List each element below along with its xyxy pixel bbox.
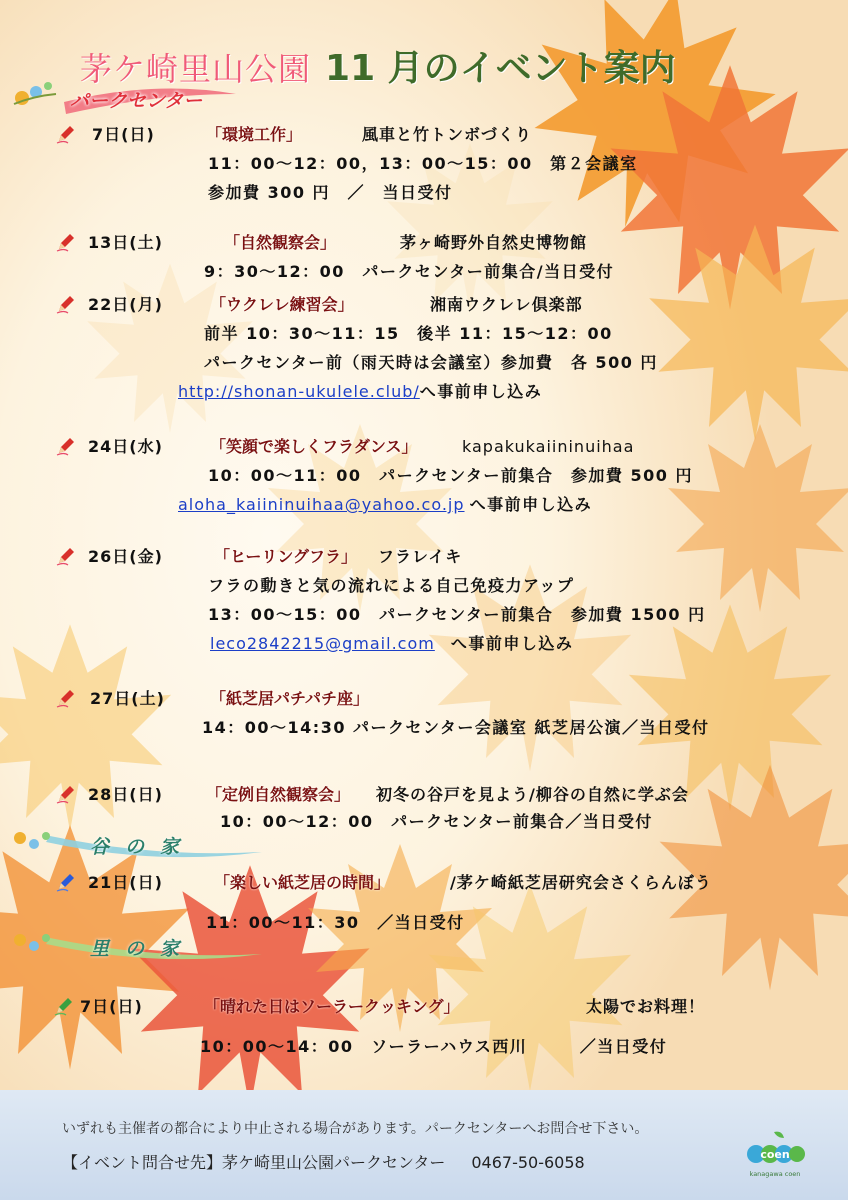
event-title: 「笑顔で楽しくフラダンス」	[210, 437, 418, 456]
park-center-label: パークセンター	[70, 90, 203, 112]
event-organizer: kapakukaiininuihaa	[462, 437, 635, 456]
event-detail: フラの動きと気の流れによる自己免疫力アップ	[208, 576, 575, 595]
red-pencil-icon	[56, 294, 76, 314]
event-detail: 13：00～15：00 パークセンター前集合 参加費 1500 円	[208, 605, 706, 624]
event-signup	[210, 629, 573, 658]
kanagawa-coen-logo	[744, 1128, 806, 1184]
green-pencil-icon	[54, 996, 74, 1016]
event-organizer: 太陽でお料理！	[586, 997, 706, 1016]
red-pencil-icon	[56, 688, 76, 708]
event-detail: 10：00～14：00 ソーラーハウス西川 ／当日受付	[200, 1037, 668, 1056]
event-date: 26日(金)	[88, 547, 163, 566]
signup-suffix: へ事前申し込み	[450, 634, 574, 653]
event-title: 「ヒーリングフラ」	[214, 547, 358, 566]
event-detail: 14：00～14:30 パークセンター会議室 紙芝居公演／当日受付	[202, 718, 710, 737]
event-detail: 11：00～12：00，13：00～15：00 第２会議室	[208, 154, 638, 173]
blue-pencil-icon	[56, 872, 76, 892]
event-signup	[178, 377, 542, 406]
park-center-banner	[4, 72, 244, 120]
event-detail: 参加費 300 円 ／ 当日受付	[208, 183, 453, 202]
event-date: 28日(日)	[88, 785, 163, 804]
red-pencil-icon	[56, 232, 76, 252]
logo-text: coen	[760, 1148, 790, 1161]
contact-phone[interactable]: 0467-50-6058	[471, 1153, 585, 1172]
red-pencil-icon	[56, 546, 76, 566]
event-heading: 11 月のイベント案内	[325, 48, 676, 89]
contact-label: 【イベント問合せ先】茅ケ崎里山公園パークセンター	[62, 1153, 446, 1172]
event-detail: 9：30～12：00 パークセンター前集合/当日受付	[204, 262, 615, 281]
event-date: 22日(月)	[88, 295, 163, 314]
event-title: 「自然観察会」	[224, 233, 337, 252]
event-organizer: 初冬の谷戸を見よう/柳谷の自然に学ぶ会	[376, 785, 689, 804]
tani-label: 谷の家	[90, 836, 196, 858]
signup-link[interactable]: http://shonan-ukulele.club/	[178, 382, 420, 401]
event-title: 「楽しい紙芝居の時間」	[214, 873, 391, 892]
footer-panel	[0, 1090, 848, 1200]
red-pencil-icon	[56, 436, 76, 456]
event-date: 13日(土)	[88, 233, 163, 252]
event-organizer: /茅ケ崎紙芝居研究会さくらんぼう	[450, 873, 712, 892]
event-organizer: 風車と竹トンボづくり	[362, 125, 533, 144]
signup-link[interactable]: aloha_kaiininuihaa@yahoo.co.jp	[178, 495, 465, 514]
event-organizer: 茅ヶ崎野外自然史博物館	[400, 233, 588, 252]
event-detail: 10：00～12：00 パークセンター前集合／当日受付	[220, 812, 653, 831]
event-title: 「環境工作」	[206, 125, 303, 144]
event-detail: パークセンター前（雨天時は会議室）参加費 各 500 円	[204, 353, 658, 372]
logo-subtext: kanagawa coen	[749, 1170, 801, 1178]
event-date: 7日(日)	[92, 125, 155, 144]
event-detail: 前半 10：30～11：15 後半 11：15～12：00	[204, 324, 613, 343]
sato-label: 里の家	[90, 938, 196, 960]
red-pencil-icon	[56, 124, 76, 144]
event-date: 27日(土)	[90, 689, 165, 708]
event-title: 「紙芝居パチパチ座」	[210, 689, 370, 708]
event-detail: 11：00～11：30 ／当日受付	[206, 913, 465, 932]
signup-suffix: へ事前申し込み	[419, 382, 543, 401]
event-title: 「晴れた日はソーラークッキング」	[204, 997, 460, 1016]
footer-note: いずれも主催者の都合により中止される場合があります。パークセンターへお問合せ下さい。	[62, 1121, 649, 1137]
event-signup	[178, 490, 592, 519]
event-detail: 10：00～11：00 パークセンター前集合 参加費 500 円	[208, 466, 693, 485]
event-organizer: 湘南ウクレレ倶楽部	[430, 295, 583, 314]
red-pencil-icon	[56, 784, 76, 804]
event-title: 「ウクレレ練習会」	[210, 295, 354, 314]
event-organizer: フラレイキ	[378, 547, 463, 566]
event-date: 21日(日)	[88, 873, 163, 892]
sato-no-ie-banner	[6, 924, 266, 974]
event-title: 「定例自然観察会」	[206, 785, 351, 804]
signup-suffix: へ事前申し込み	[469, 495, 593, 514]
park-name: 茅ケ崎里山公園	[80, 50, 312, 88]
footer-contact	[62, 1150, 585, 1173]
tani-no-ie-banner	[6, 822, 266, 872]
event-date: 7日(日)	[80, 997, 143, 1016]
event-date: 24日(水)	[88, 437, 163, 456]
signup-link[interactable]: leco2842215@gmail.com	[210, 634, 435, 653]
